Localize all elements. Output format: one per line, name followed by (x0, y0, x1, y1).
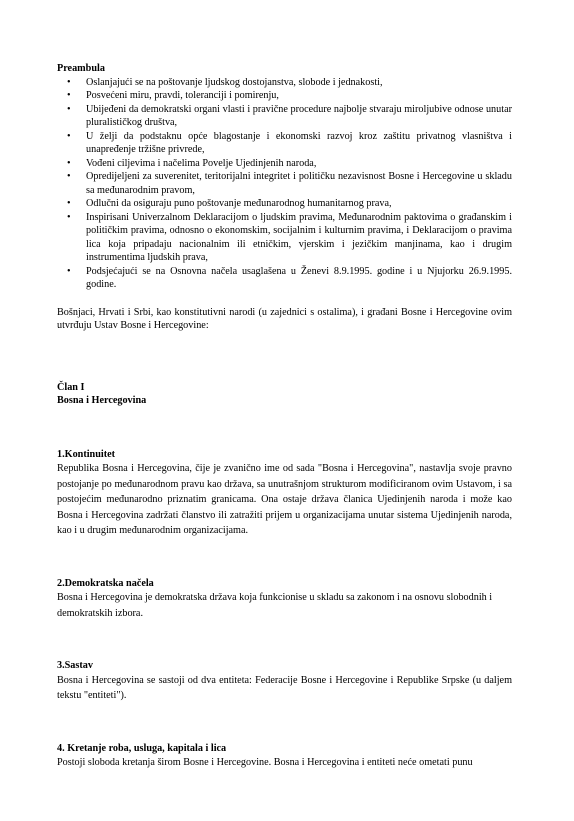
preamble-title: Preambula (57, 63, 105, 74)
section-heading: 2.Demokratska načela (57, 577, 154, 589)
document-page (57, 62, 512, 771)
list-item-text: Inspirisani Univerzalnom Deklaracijom o ljudskim pravima, Međunarodnim paktovima o građanskim i političkim pravima, odnosno o ekonomskim, socijalnim i kulturnim pravima, i Deklaracijom o pravima lica koja pripadaju nacionalnim ili etničkim, vjerskim i jezičkim manjinama, kao i drugim instrumentima ljudskih prava, (86, 211, 512, 263)
bullet-icon: • (67, 198, 71, 209)
preamble-closing: Bošnjaci, Hrvati i Srbi, kao konstitutivni narodi (u zajednici s ostalima), i građani Bosne i Hercegovine ovim utvrđuju Ustav Bosne i Hercegovine: (57, 306, 512, 331)
section-text: Postoji sloboda kretanja širom Bosne i Hercegovine. Bosna i Hercegovina i entiteti neće ometati punu (57, 757, 473, 768)
article-number: Član I (57, 381, 85, 393)
list-item-text: Oslanjajući se na poštovanje ljudskog dostojanstva, slobode i jednakosti, (86, 76, 383, 88)
list-item-text: Ubijeđeni da demokratski organi vlasti i pravične procedure najbolje stvaraju miroljubive odnose unutar pluralističkog društva, (86, 103, 512, 128)
list-item (57, 103, 512, 130)
section-heading: 1.Kontinuitet (57, 448, 116, 460)
list-item (57, 197, 512, 211)
preamble-list (57, 76, 512, 292)
section-heading: 3.Sastav (57, 660, 93, 671)
article-header (57, 381, 512, 408)
bullet-icon: • (67, 103, 71, 115)
section-text: Bosna i Hercegovina se sastoji od dva entiteta: Federacije Bosne i Hercegovine i Republike Srpske (u daljem tekstu "entiteti"). (57, 674, 512, 701)
list-item (57, 130, 512, 157)
list-item (57, 211, 512, 265)
bullet-icon: • (67, 157, 71, 169)
list-item-text: Odlučni da osiguraju puno poštovanje međunarodnog humanitarnog prava, (86, 198, 392, 209)
list-item (57, 89, 512, 103)
section-heading: 4. Kretanje roba, usluga, kapitala i lica (57, 742, 227, 754)
list-item-text: U želji da podstaknu opće blagostanje i ekonomski razvoj kroz zaštitu privatnog vlasništva i unapređenje tržišne privrede, (86, 130, 512, 155)
article-name: Bosna i Hercegovina (57, 395, 147, 406)
bullet-icon: • (67, 76, 71, 88)
list-item-text: Vođeni ciljevima i načelima Povelje Ujedinjenih naroda, (86, 157, 317, 169)
bullet-icon: • (67, 90, 71, 101)
list-item (57, 170, 512, 197)
bullet-icon: • (67, 130, 71, 142)
section-democratic-principles (57, 577, 512, 622)
section-continuity (57, 448, 512, 539)
list-item-text: Posvećeni miru, pravdi, toleranciji i pomirenju, (86, 90, 279, 101)
section-text: Republika Bosna i Hercegovina, čije je zvanično ime od sada "Bosna i Hercegovina", nastavlja svoje pravno postojanje po međunarodnom pravu kao država, sa unutrašnjom strukturom modificiranom ovim Ustavom, i sa postojećim međunarodno priznatim granicama. Ona ostaje država članica Ujedinjenih naroda i može kao Bosna i Hercegovina zadržati članstvo ili zatražiti prijem u organizacijama unutar sistema Ujedinjenih naroda, kao i u drugim međunarodnim organizacijama. (57, 463, 512, 536)
list-item (57, 157, 512, 171)
bullet-icon: • (67, 171, 71, 182)
list-item-text: Opredijeljeni za suverenitet, teritorijalni integritet i političku nezavisnost Bosne i Hercegovine u skladu sa međunarodnim pravom, (86, 171, 512, 196)
list-item (57, 265, 512, 292)
section-text: Bosna i Hercegovina je demokratska država koja funkcionise u skladu sa zakonom i na osnovu slobodnih i demokratskih izbora. (57, 592, 493, 619)
list-item-text: Podsjećajući se na Osnovna načela usaglašena u Ženevi 8.9.1995. godine i u Njujorku 26.9.1995. godine. (86, 265, 512, 290)
bullet-icon: • (67, 265, 71, 277)
list-item (57, 76, 512, 90)
bullet-icon: • (67, 211, 71, 223)
section-movement (57, 742, 512, 771)
section-composition (57, 659, 512, 704)
